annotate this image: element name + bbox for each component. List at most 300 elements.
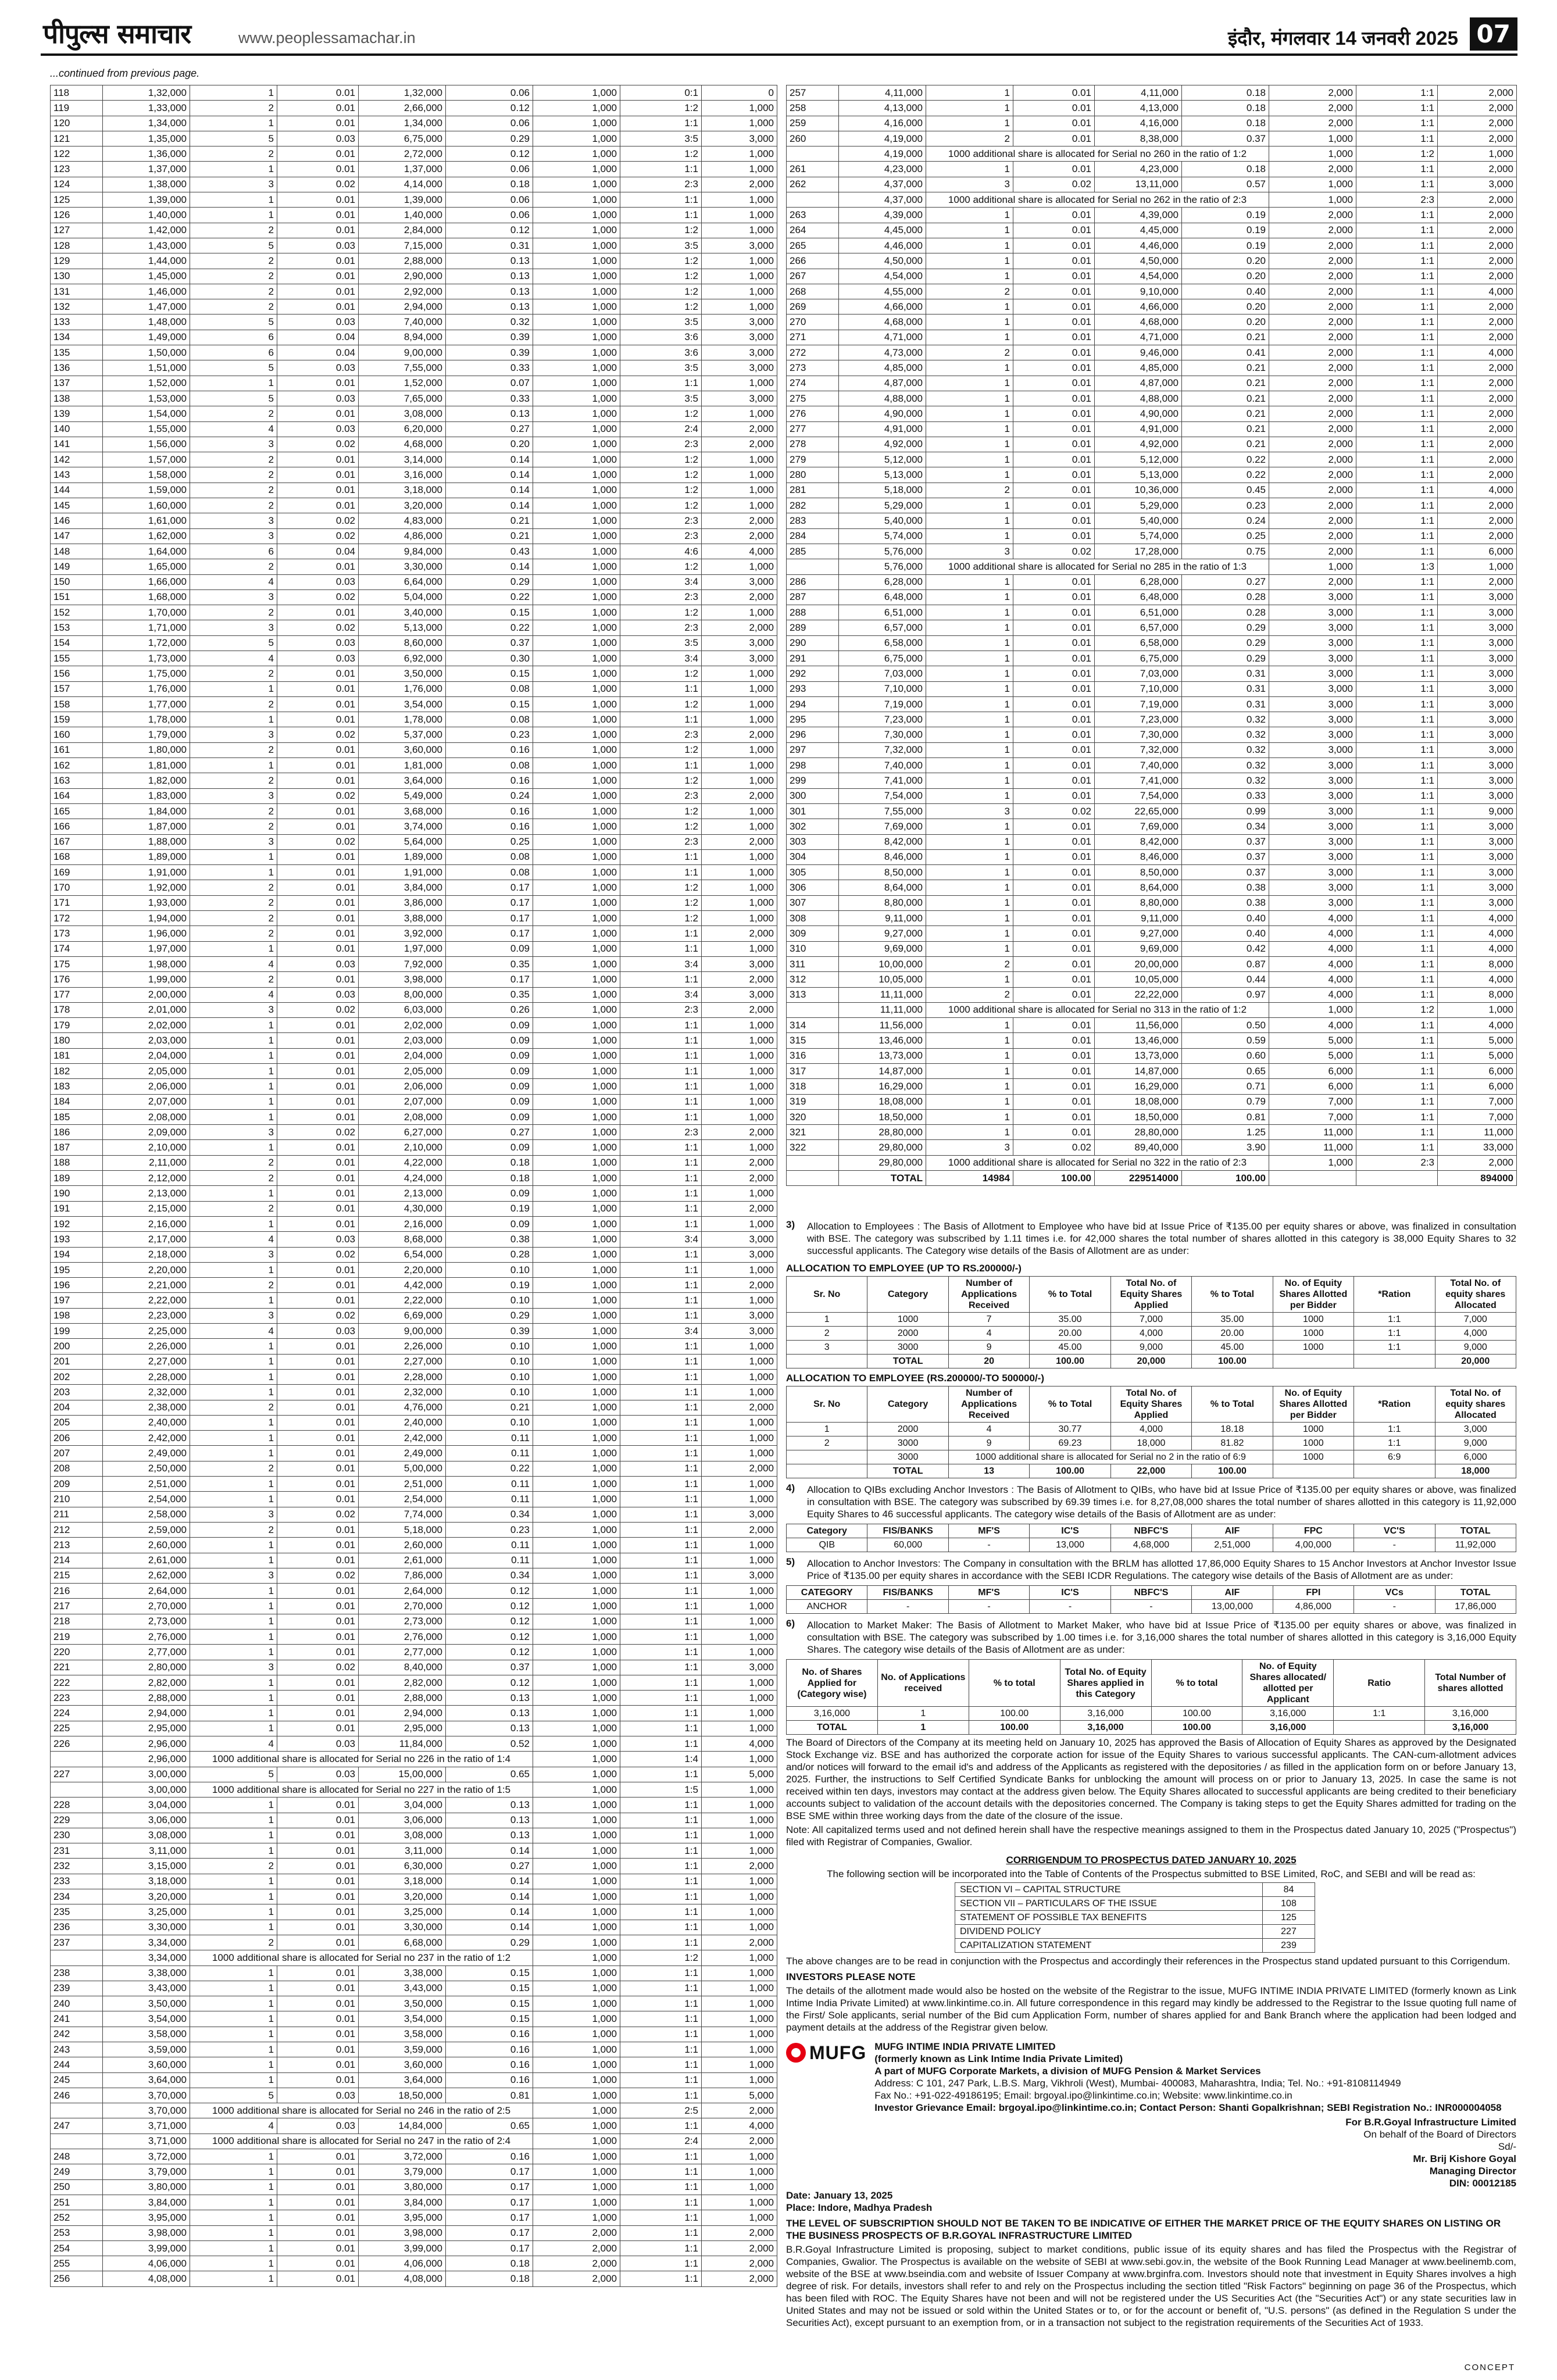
table-cell: 3 xyxy=(787,1341,867,1355)
table-cell: 6,75,000 xyxy=(359,131,446,146)
table-cell: 1,000 xyxy=(702,895,777,910)
table-cell: 0.45 xyxy=(1182,483,1269,498)
total-row xyxy=(787,1721,1516,1735)
table-cell: 3,15,000 xyxy=(103,1859,190,1874)
table-cell: 100.00 xyxy=(1182,1171,1269,1186)
table-cell: 0.03 xyxy=(277,987,359,1002)
table-row xyxy=(51,1538,777,1553)
table-cell: 2 xyxy=(190,605,277,620)
table-cell: 0.01 xyxy=(277,1920,359,1935)
table-cell: 0.25 xyxy=(1182,528,1269,544)
table-cell: 20 xyxy=(948,1355,1029,1368)
page-ref: 227 xyxy=(1263,1925,1315,1939)
table-cell: 1,000 xyxy=(533,1553,620,1568)
table-cell: 2 xyxy=(926,956,1013,971)
table-cell: 1 xyxy=(190,1706,277,1721)
table-cell: 2,06,000 xyxy=(359,1079,446,1094)
table-cell: 4,000 xyxy=(702,544,777,559)
table-cell: 3,20,000 xyxy=(103,1889,190,1904)
table-cell: 1:1 xyxy=(620,1721,702,1736)
table-cell: 8,46,000 xyxy=(839,849,926,864)
table-cell: 1 xyxy=(190,1889,277,1904)
table-cell: 2,88,000 xyxy=(359,1691,446,1706)
table-cell: 1,80,000 xyxy=(103,742,190,757)
table-cell: 2,000 xyxy=(1438,391,1517,406)
table-cell: 0.01 xyxy=(1013,758,1095,773)
sign-sd: Sd/- xyxy=(1498,2141,1516,2152)
table-cell: 1,000 xyxy=(533,941,620,956)
table-cell: 1:1 xyxy=(620,1079,702,1094)
table-row xyxy=(787,1707,1516,1721)
table-cell: 2,000 xyxy=(1269,269,1356,284)
table-cell: 4,08,000 xyxy=(103,2271,190,2286)
table-cell: 164 xyxy=(51,788,103,803)
table-cell: 1,000 xyxy=(533,1477,620,1492)
table-cell: 1 xyxy=(190,1477,277,1492)
table-cell: 1:2 xyxy=(620,605,702,620)
table-cell: 3,000 xyxy=(702,651,777,666)
table-cell: 1,34,000 xyxy=(103,116,190,131)
additional-allocation-row xyxy=(51,1950,777,1966)
table-cell: 133 xyxy=(51,315,103,330)
table-cell: 0.01 xyxy=(277,1094,359,1109)
table-cell: 1,000 xyxy=(533,681,620,696)
table-cell: 1,000 xyxy=(533,1324,620,1339)
table-cell: 0.01 xyxy=(1013,238,1095,253)
table-cell: 2,000 xyxy=(702,788,777,803)
table-cell: 0.01 xyxy=(277,1431,359,1446)
table-cell: 1,000 xyxy=(533,1339,620,1354)
table-cell: 216 xyxy=(51,1584,103,1599)
table-cell: 1:1 xyxy=(620,2057,702,2072)
table-cell: 2:3 xyxy=(620,177,702,192)
table-cell: 8,50,000 xyxy=(1095,865,1182,880)
table-row xyxy=(51,803,777,819)
table-cell: 0.25 xyxy=(446,834,533,849)
table-cell: 4,000 xyxy=(1438,483,1517,498)
table-cell: 250 xyxy=(51,2179,103,2195)
table-cell: 89,40,000 xyxy=(1095,1140,1182,1155)
table-row xyxy=(51,758,777,773)
table-cell: 1,58,000 xyxy=(103,467,190,483)
table-row xyxy=(51,651,777,666)
table-cell: 1,000 xyxy=(533,1232,620,1247)
table-cell: 264 xyxy=(787,223,839,238)
table-cell: 10,05,000 xyxy=(1095,972,1182,987)
table-cell: 100.00 xyxy=(1030,1355,1110,1368)
table-cell: 6,57,000 xyxy=(1095,620,1182,635)
table-cell: 4,000 xyxy=(1269,987,1356,1002)
table-cell: 0.09 xyxy=(446,1186,533,1201)
table-cell: 1,000 xyxy=(533,972,620,987)
table-cell: 6,000 xyxy=(1269,1064,1356,1079)
table-cell: 0.14 xyxy=(446,452,533,467)
table-cell: 3,000 xyxy=(702,360,777,376)
table-cell: 1,000 xyxy=(533,574,620,589)
table-cell: 1 xyxy=(926,269,1013,284)
column-header: No. of Applications received xyxy=(877,1660,969,1707)
table-cell: 3,000 xyxy=(702,131,777,146)
table-cell: 1 xyxy=(926,972,1013,987)
table-cell: 2,000 xyxy=(702,1201,777,1216)
table-cell: 13,46,000 xyxy=(839,1033,926,1048)
table-cell: 0.42 xyxy=(1182,941,1269,956)
table-cell: 0.16 xyxy=(446,742,533,757)
table-cell: 1 xyxy=(190,192,277,208)
table-cell: 2 xyxy=(190,559,277,574)
table-cell: 0.09 xyxy=(446,1109,533,1124)
table-cell: 0.13 xyxy=(446,1721,533,1736)
table-cell: 2:3 xyxy=(620,620,702,635)
table-cell: 1,000 xyxy=(702,269,777,284)
table-cell: 0.01 xyxy=(277,1706,359,1721)
table-cell: 1 xyxy=(190,162,277,177)
table-cell: 1,88,000 xyxy=(103,834,190,849)
table-cell: 1 xyxy=(190,1920,277,1935)
table-cell: 9,69,000 xyxy=(1095,941,1182,956)
table-cell: 0.18 xyxy=(446,177,533,192)
table-cell: 0.01 xyxy=(277,1339,359,1354)
table-cell: 2,21,000 xyxy=(103,1278,190,1293)
table-cell: 4,88,000 xyxy=(1095,391,1182,406)
table-cell xyxy=(1273,1464,1354,1478)
table-cell: 248 xyxy=(51,2149,103,2164)
table-cell: 1:2 xyxy=(1356,1002,1438,1017)
table-cell: 219 xyxy=(51,1629,103,1644)
table-cell: 2,000 xyxy=(702,1859,777,1874)
table-row xyxy=(51,376,777,391)
table-cell: 0.18 xyxy=(446,2256,533,2271)
table-cell: 1 xyxy=(190,1369,277,1384)
table-row xyxy=(787,1109,1517,1124)
section-title: CAPITALIZATION STATEMENT xyxy=(955,1939,1263,1953)
table-cell: 317 xyxy=(787,1064,839,1079)
table-cell: 1:1 xyxy=(620,208,702,223)
table-cell: 124 xyxy=(51,177,103,192)
table-row xyxy=(51,1797,777,1813)
table-cell: 9 xyxy=(948,1436,1029,1450)
table-cell: 2 xyxy=(190,467,277,483)
table-cell: 1:1 xyxy=(620,1278,702,1293)
table-cell: 1:2 xyxy=(620,483,702,498)
sign-din: DIN: 00012185 xyxy=(1449,2178,1516,2189)
table-cell: 2,51,000 xyxy=(103,1477,190,1492)
table-cell: 1:1 xyxy=(620,1155,702,1170)
table-cell: 1:1 xyxy=(620,926,702,941)
table-cell: 224 xyxy=(51,1706,103,1721)
table-cell: 6,000 xyxy=(1438,1064,1517,1079)
table-cell: 210 xyxy=(51,1492,103,1507)
table-cell: 0.03 xyxy=(277,1232,359,1247)
table-cell: 4,23,000 xyxy=(839,162,926,177)
table-cell: 1 xyxy=(190,2225,277,2240)
table-row xyxy=(51,895,777,910)
table-cell: 1,000 xyxy=(533,528,620,544)
table-cell: 0.09 xyxy=(446,1094,533,1109)
table-cell: 1 xyxy=(190,1599,277,1614)
table-cell: 6,28,000 xyxy=(839,574,926,589)
table-cell: 4 xyxy=(190,651,277,666)
table-row xyxy=(51,1522,777,1537)
table-cell: 2,000 xyxy=(1438,376,1517,391)
table-cell: 2,20,000 xyxy=(359,1262,446,1277)
table-cell: 3,000 xyxy=(1438,788,1517,803)
table-cell: 0.15 xyxy=(446,1966,533,1981)
table-cell: 272 xyxy=(787,345,839,360)
table-cell: 315 xyxy=(787,1033,839,1048)
table-cell: 1:1 xyxy=(620,1140,702,1155)
table-cell: 1,000 xyxy=(533,895,620,910)
table-cell: 243 xyxy=(51,2042,103,2057)
table-cell: 3,84,000 xyxy=(359,2195,446,2210)
column-header: % to Total xyxy=(1192,1386,1273,1423)
table-row xyxy=(51,1492,777,1507)
table-cell: 0.20 xyxy=(1182,315,1269,330)
table-cell: 1,000 xyxy=(702,1691,777,1706)
table-cell: 0.34 xyxy=(1182,819,1269,834)
table-cell: 3,000 xyxy=(1438,589,1517,605)
table-cell: 3 xyxy=(190,1002,277,1017)
table-cell: 2,000 xyxy=(702,528,777,544)
table-row xyxy=(787,391,1517,406)
table-cell: 2 xyxy=(787,1436,867,1450)
table-cell: 15,00,000 xyxy=(359,1767,446,1782)
table-cell: 232 xyxy=(51,1859,103,1874)
table-cell: 4,71,000 xyxy=(839,330,926,345)
table-cell: 1:1 xyxy=(620,1354,702,1369)
table-row xyxy=(51,1599,777,1614)
table-cell: 221 xyxy=(51,1660,103,1675)
table-cell: 3,000 xyxy=(1438,651,1517,666)
table-cell: 2,95,000 xyxy=(359,1721,446,1736)
table-cell: 1,000 xyxy=(702,192,777,208)
table-cell: 0.01 xyxy=(277,1400,359,1415)
table-cell: 0.01 xyxy=(277,1996,359,2011)
table-cell: 3:4 xyxy=(620,1324,702,1339)
table-cell: 304 xyxy=(787,849,839,864)
employee-section xyxy=(786,1218,1516,1259)
table-row xyxy=(787,223,1517,238)
header-row xyxy=(787,1386,1516,1423)
table-cell: 1:1 xyxy=(1356,345,1438,360)
table-cell: 241 xyxy=(51,2011,103,2027)
table-row xyxy=(51,1216,777,1231)
table-cell: 2,95,000 xyxy=(103,1721,190,1736)
table-cell xyxy=(1354,1464,1435,1478)
table-cell: 2,88,000 xyxy=(359,253,446,269)
table-cell: 0.02 xyxy=(1013,1140,1095,1155)
table-cell: 0.14 xyxy=(446,483,533,498)
table-cell: 1,81,000 xyxy=(103,758,190,773)
table-row xyxy=(51,773,777,788)
table-cell: 0.01 xyxy=(277,192,359,208)
table-cell: 5,76,000 xyxy=(839,559,926,574)
table-cell: 0.09 xyxy=(446,1064,533,1079)
table-cell: 2,000 xyxy=(1438,467,1517,483)
table-cell: 1,000 xyxy=(1269,192,1356,208)
table-cell: 4,000 xyxy=(1438,926,1517,941)
table-cell: 0.01 xyxy=(1013,727,1095,742)
table-row xyxy=(51,941,777,956)
table-cell: 1,000 xyxy=(533,2011,620,2027)
table-cell: 301 xyxy=(787,803,839,819)
table-cell: 184 xyxy=(51,1094,103,1109)
table-cell: 1,000 xyxy=(533,2072,620,2088)
table-row xyxy=(51,1935,777,1950)
table-cell: 0.28 xyxy=(1182,589,1269,605)
table-cell: 0.01 xyxy=(277,1171,359,1186)
table-cell: 2 xyxy=(190,911,277,926)
table-cell: 1 xyxy=(926,101,1013,116)
table-cell: 1 xyxy=(926,1064,1013,1079)
table-cell: 0.01 xyxy=(277,1614,359,1629)
column-header: MF'S xyxy=(948,1524,1029,1538)
table-cell: 1,000 xyxy=(533,956,620,971)
table-cell: 2,000 xyxy=(1438,452,1517,467)
table-cell: 213 xyxy=(51,1538,103,1553)
table-cell: 284 xyxy=(787,528,839,544)
table-cell: 1:1 xyxy=(1356,376,1438,391)
table-row xyxy=(787,177,1517,192)
table-cell: 4,73,000 xyxy=(839,345,926,360)
table-cell: 2 xyxy=(190,1201,277,1216)
table-cell: 6,57,000 xyxy=(839,620,926,635)
table-cell: 1,53,000 xyxy=(103,391,190,406)
table-cell: 1,000 xyxy=(533,1293,620,1308)
table-row xyxy=(51,1614,777,1629)
table-cell: 2 xyxy=(190,483,277,498)
table-cell: 3,68,000 xyxy=(359,803,446,819)
table-cell: 2,82,000 xyxy=(103,1675,190,1690)
table-cell: 7,40,000 xyxy=(359,315,446,330)
table-cell: 1 xyxy=(190,1492,277,1507)
table-cell: 1,55,000 xyxy=(103,421,190,437)
table-cell: 1 xyxy=(926,315,1013,330)
table-cell: 0.01 xyxy=(1013,773,1095,788)
table-cell: 3,08,000 xyxy=(359,1828,446,1843)
table-cell: 0.17 xyxy=(446,2210,533,2225)
table-cell: 0.01 xyxy=(277,1966,359,1981)
table-cell: 0.17 xyxy=(446,2164,533,2179)
table-cell: 1:1 xyxy=(1356,1033,1438,1048)
table-cell xyxy=(51,2103,103,2118)
table-cell: 0.01 xyxy=(1013,1094,1095,1109)
table-cell: 3,25,000 xyxy=(103,1904,190,1920)
section-number: 5) xyxy=(786,1556,795,1567)
table-cell: 0.03 xyxy=(277,635,359,651)
table-cell: 303 xyxy=(787,834,839,849)
table-cell: 2 xyxy=(190,299,277,315)
table-cell: 8,50,000 xyxy=(839,865,926,880)
table-cell xyxy=(1269,1171,1356,1186)
table-cell: 3.90 xyxy=(1182,1140,1269,1155)
table-cell: 1:2 xyxy=(620,742,702,757)
table-row xyxy=(51,528,777,544)
table-cell: - xyxy=(948,1600,1029,1614)
table-cell: 0.01 xyxy=(277,1721,359,1736)
table-cell: 0.32 xyxy=(1182,773,1269,788)
registrar-former-name: (formerly known as Link Intime India Private Limited) xyxy=(874,2053,1123,2064)
table-cell: 4,06,000 xyxy=(359,2256,446,2271)
table-cell: 2,09,000 xyxy=(103,1125,190,1140)
table-cell: 1:1 xyxy=(1356,360,1438,376)
table-cell: 0.18 xyxy=(1182,101,1269,116)
table-cell: 3 xyxy=(190,1660,277,1675)
masthead xyxy=(41,10,1517,56)
table-cell: 1,000 xyxy=(702,1920,777,1935)
table-cell: 1,000 xyxy=(533,85,620,101)
table-cell: 6,54,000 xyxy=(359,1247,446,1262)
column-header: % to total xyxy=(1151,1660,1242,1707)
table-cell: 4,42,000 xyxy=(359,1278,446,1293)
table-cell: 1,000 xyxy=(533,1400,620,1415)
employee-table-1 xyxy=(786,1276,1516,1368)
table-cell: 3,08,000 xyxy=(103,1828,190,1843)
table-cell: 189 xyxy=(51,1171,103,1186)
table-cell: 1 xyxy=(926,1048,1013,1063)
newspaper-logo: पीपुल्स समाचार xyxy=(43,18,191,49)
table-cell: 1 xyxy=(926,452,1013,467)
table-cell: 1 xyxy=(926,696,1013,712)
table-cell: 1 xyxy=(190,1018,277,1033)
corrigendum-row xyxy=(955,1911,1315,1925)
table-cell: 0.09 xyxy=(446,1216,533,1231)
table-cell: 4,86,000 xyxy=(359,528,446,544)
table-cell: 229 xyxy=(51,1813,103,1828)
table-cell: 1,000 xyxy=(702,2057,777,2072)
table-row xyxy=(51,1736,777,1752)
table-cell: 1,000 xyxy=(702,1339,777,1354)
table-cell: 3 xyxy=(190,437,277,452)
table-cell: 0.01 xyxy=(277,253,359,269)
table-row xyxy=(787,1423,1516,1436)
table-row xyxy=(51,1278,777,1293)
table-cell: 2,94,000 xyxy=(103,1706,190,1721)
table-cell: 0.01 xyxy=(277,1889,359,1904)
table-cell: 1,61,000 xyxy=(103,513,190,528)
table-cell: 1:1 xyxy=(620,1018,702,1033)
table-row xyxy=(787,406,1517,421)
table-cell: 1,77,000 xyxy=(103,696,190,712)
table-cell: 1,000 xyxy=(702,1889,777,1904)
table-cell: 156 xyxy=(51,666,103,681)
table-cell: 3,38,000 xyxy=(359,1966,446,1981)
table-cell: 0.16 xyxy=(446,803,533,819)
table-cell: 3 xyxy=(190,513,277,528)
table-cell: 5 xyxy=(190,2088,277,2103)
table-cell: 8,60,000 xyxy=(359,635,446,651)
table-row xyxy=(51,1064,777,1079)
table-cell: 182 xyxy=(51,1064,103,1079)
table-cell: 0.01 xyxy=(277,1645,359,1660)
table-cell: 1 xyxy=(926,528,1013,544)
table-cell: 0.09 xyxy=(446,1079,533,1094)
table-cell: 3 xyxy=(190,177,277,192)
table-cell: 1,000 xyxy=(702,2042,777,2057)
table-row xyxy=(787,483,1517,498)
table-cell: 0.31 xyxy=(446,238,533,253)
table-cell: 1,72,000 xyxy=(103,635,190,651)
table-row xyxy=(51,467,777,483)
table-cell: 3 xyxy=(190,1507,277,1522)
table-cell: 144 xyxy=(51,483,103,498)
table-cell: 230 xyxy=(51,1828,103,1843)
table-cell: 1 xyxy=(926,116,1013,131)
table-cell: 0.21 xyxy=(1182,376,1269,391)
table-cell: 1,000 xyxy=(533,1308,620,1323)
table-cell: 0.16 xyxy=(446,2027,533,2042)
table-cell: 1,000 xyxy=(533,1782,620,1797)
